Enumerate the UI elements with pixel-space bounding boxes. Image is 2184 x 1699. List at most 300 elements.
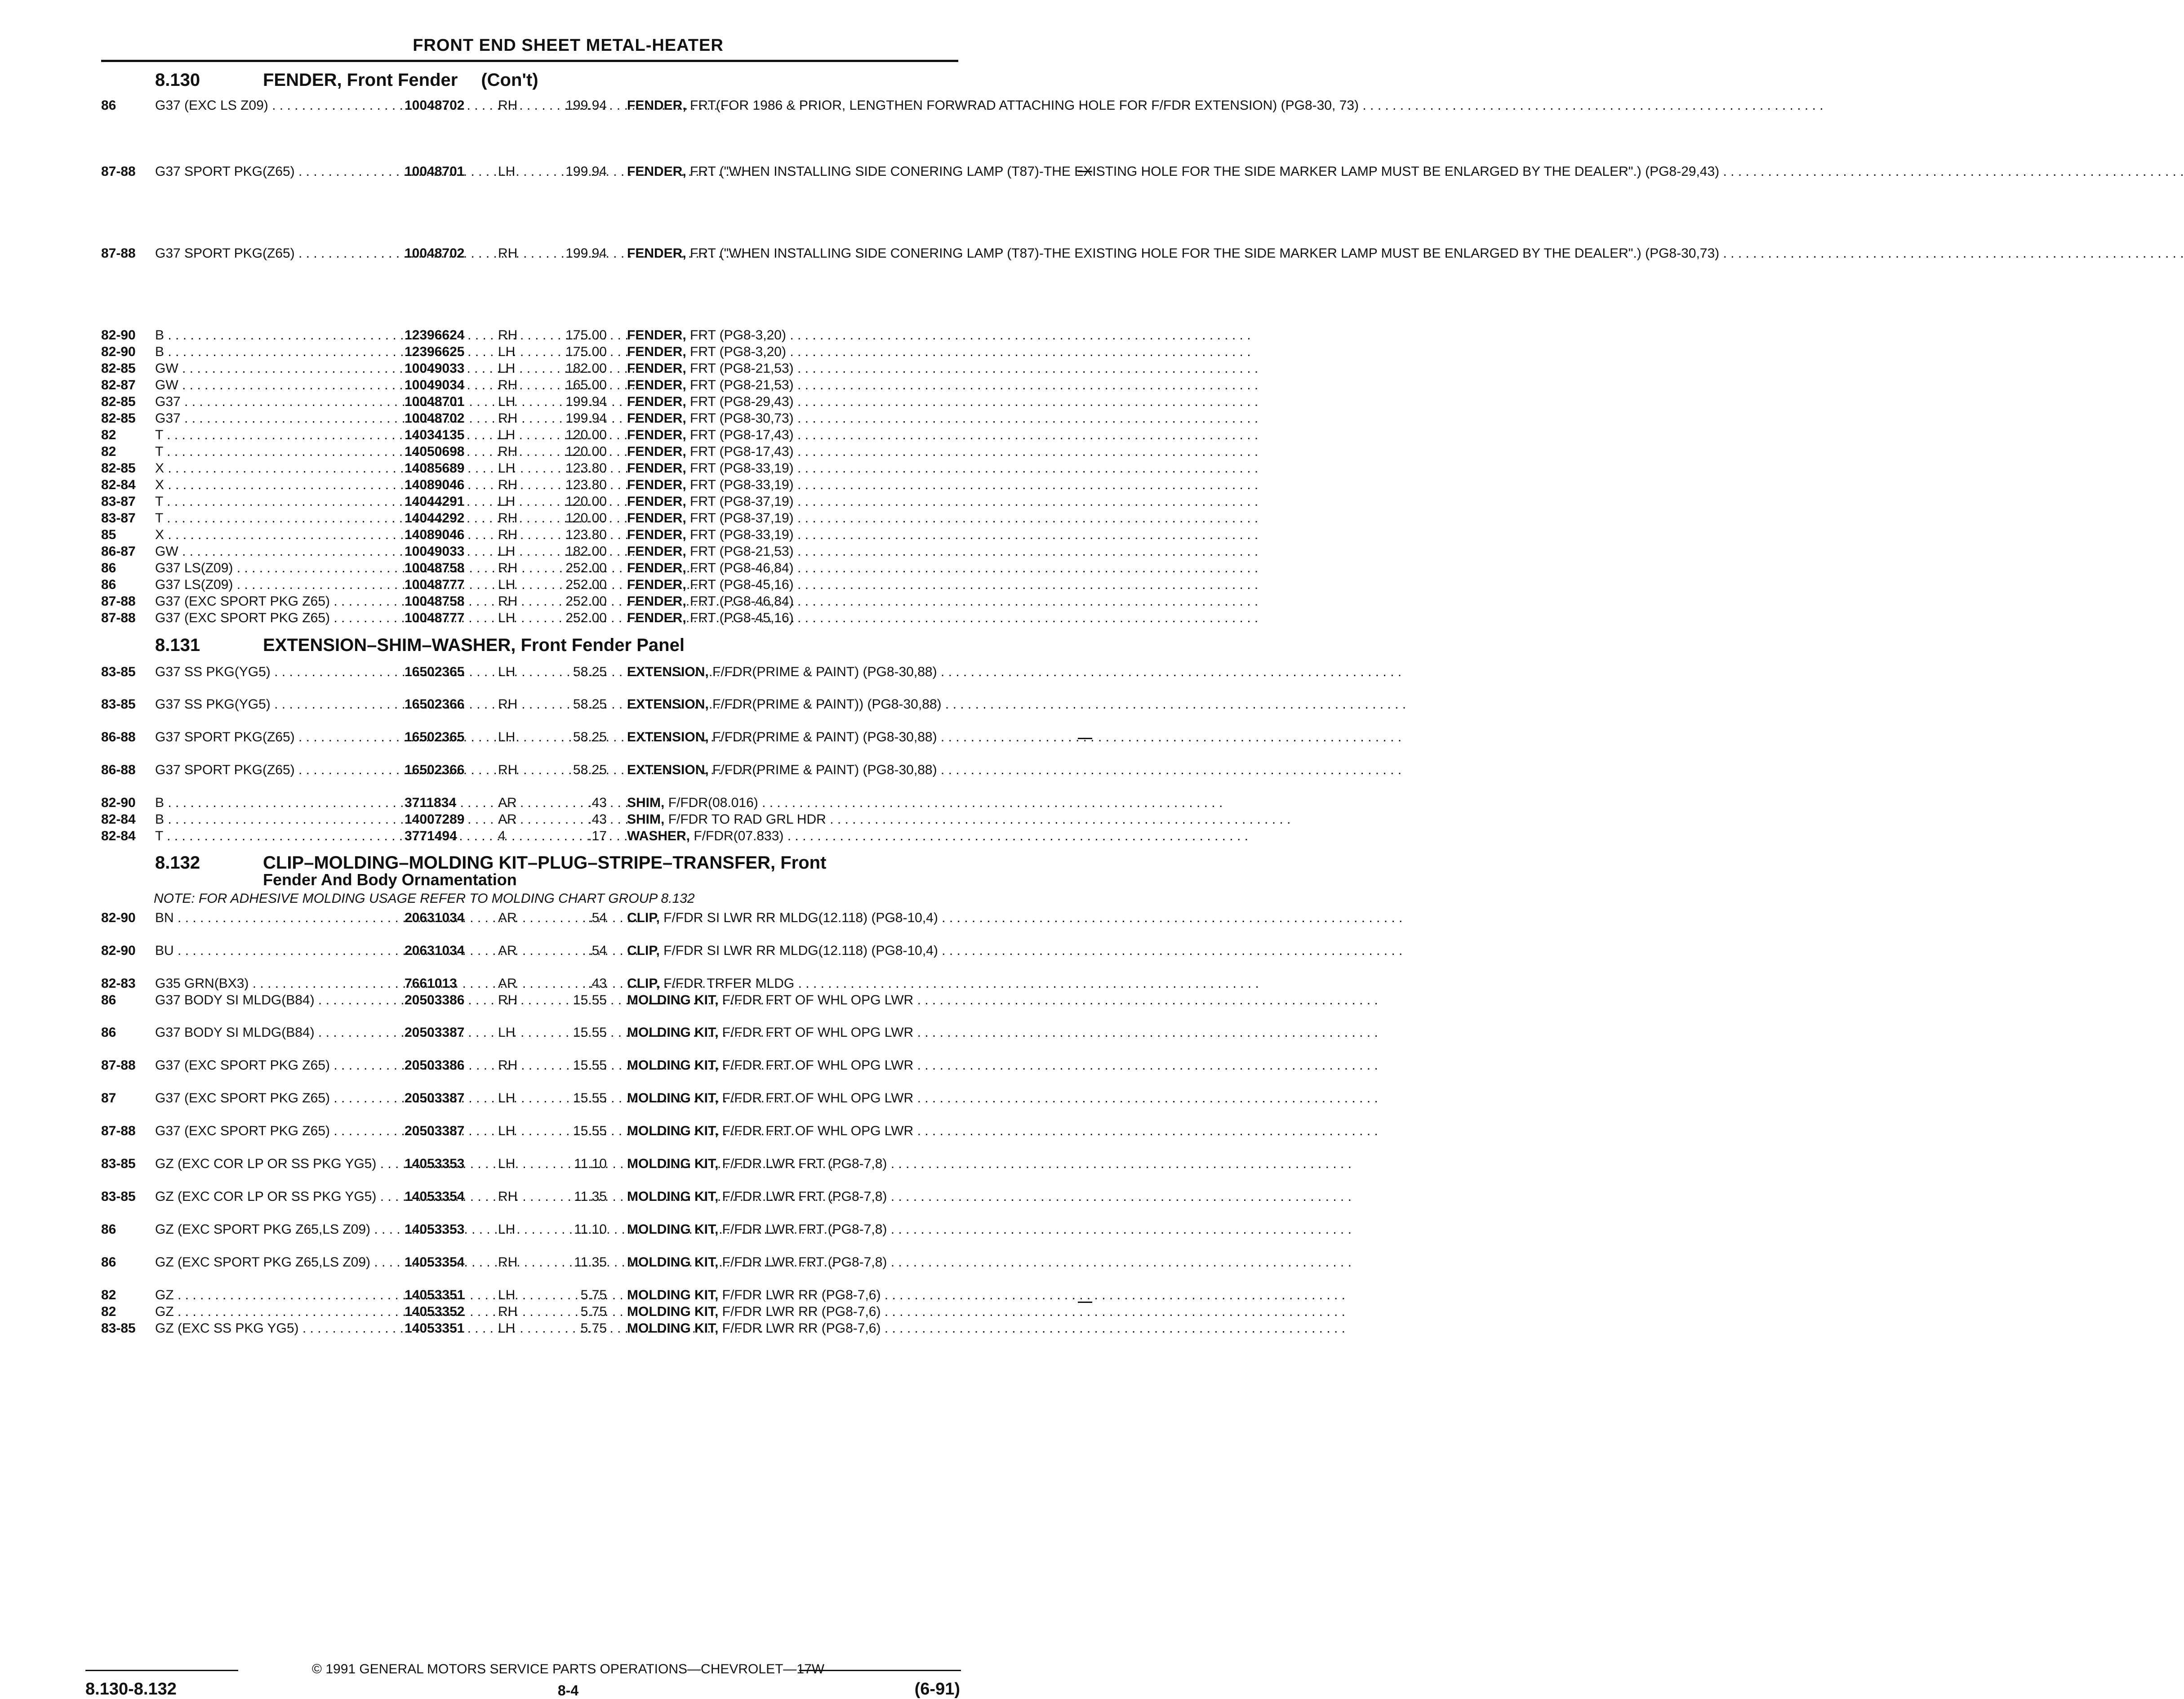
part-number-cell: 10049033 — [405, 544, 465, 559]
table-row — [0, 1155, 1136, 1172]
part-number-cell: 14007289 — [405, 812, 465, 827]
side-cell: AR — [498, 976, 517, 991]
price-cell: 58.25 — [573, 664, 607, 679]
description-text: F/FDR SI LWR RR MLDG(12.118) (PG8-10,4) — [663, 943, 938, 958]
model-cell: G37 SPORT PKG(Z65) . . . — [155, 762, 390, 778]
side-cell: LH — [498, 494, 516, 509]
model-cell: G37 SPORT PKG(Z65) . . . — [155, 163, 390, 180]
model-cell: G37 SS PKG(YG5) . . . — [155, 664, 390, 680]
model-cell: G35 GRN(BX3) . . . — [155, 975, 390, 992]
description-text: FRT (PG8-45,16) — [690, 611, 794, 625]
side-cell: RH — [498, 378, 518, 392]
price-cell: 182.00 — [565, 361, 607, 376]
price-cell: 120.00 — [565, 444, 607, 459]
description-keyword: FENDER, — [627, 594, 686, 609]
description-keyword: WASHER, — [627, 829, 690, 843]
section-heading-8131 — [155, 636, 685, 654]
price-cell: .43 — [588, 976, 607, 991]
description-text: F/FDR SI LWR RR MLDG(12.118) (PG8-10,4) — [663, 910, 938, 925]
description-keyword: FENDER, — [627, 344, 686, 359]
table-row — [0, 460, 1136, 477]
table-row — [0, 427, 1136, 443]
description-cell — [627, 696, 951, 713]
price-cell: 15.55 — [573, 1124, 607, 1138]
side-cell: LH — [498, 461, 516, 476]
year-cell: 82-87 — [101, 378, 136, 392]
year-cell: 83-85 — [101, 1189, 136, 1204]
part-number-cell: 10048701 — [405, 164, 465, 179]
description-cell — [627, 410, 951, 427]
description-cell — [627, 1057, 951, 1074]
description-text: F/FDR FRT OF WHL OPG LWR — [722, 1025, 914, 1040]
model-cell: B . . . — [155, 327, 390, 343]
price-cell: 5.75 — [580, 1288, 607, 1302]
table-row — [0, 610, 1136, 626]
part-number-cell: 16502366 — [405, 763, 465, 777]
table-row — [0, 1188, 1136, 1205]
description-keyword: FENDER, — [627, 544, 686, 559]
margin-mark — [1078, 1302, 1092, 1303]
price-cell: 5.75 — [580, 1321, 607, 1336]
section-number: 8.131 — [155, 635, 200, 655]
description-text: FRT (PG8-3,20) — [690, 344, 786, 359]
description-cell — [627, 1320, 951, 1337]
part-number-cell: 20503386 — [405, 993, 465, 1008]
price-cell: 11.35 — [574, 1189, 607, 1204]
side-cell: LH — [498, 1091, 516, 1106]
side-cell: LH — [498, 361, 516, 376]
part-number-cell: 20503386 — [405, 1058, 465, 1073]
description-keyword: FENDER, — [627, 561, 686, 575]
price-cell: 120.00 — [565, 494, 607, 509]
table-row — [0, 1320, 1136, 1337]
description-cell — [627, 1188, 951, 1205]
description-text: FRT (PG8-30,73) — [690, 411, 794, 426]
side-cell: LH — [498, 611, 516, 625]
model-cell: G37 SS PKG(YG5) . . . — [155, 696, 390, 713]
description-text: F/FDR FRT OF WHL OPG LWR — [722, 1091, 914, 1106]
side-cell: LH — [498, 664, 516, 679]
section-note: NOTE: FOR ADHESIVE MOLDING USAGE REFER TO MOLDING CHART GROUP 8.132 — [154, 891, 695, 906]
model-cell: G37 BODY SI MLDG(B84) . . . — [155, 1024, 390, 1041]
part-number-cell: 14053351 — [405, 1321, 465, 1336]
price-cell: 11.10 — [574, 1222, 607, 1237]
model-cell: GZ (EXC COR LP OR SS PKG YG5) . . . — [155, 1155, 390, 1172]
part-number-cell: 7661013 — [405, 976, 457, 991]
price-cell: 120.00 — [565, 428, 607, 442]
description-keyword: FENDER, — [627, 477, 686, 492]
price-cell: 175.00 — [565, 344, 607, 359]
price-cell: 199.94 — [565, 411, 607, 426]
table-row — [0, 1221, 1136, 1238]
description-text: FRT (PG8-33,19) — [690, 477, 794, 492]
year-cell: 86-87 — [101, 544, 136, 559]
model-cell: G37 SPORT PKG(Z65) . . . — [155, 729, 390, 745]
description-cell — [627, 664, 951, 680]
part-number-cell: 20503387 — [405, 1124, 465, 1138]
description-cell — [627, 393, 951, 410]
table-row — [0, 245, 1720, 262]
side-cell: RH — [498, 477, 518, 492]
description-cell — [627, 942, 951, 959]
description-cell — [627, 543, 951, 560]
description-cell — [627, 1090, 951, 1106]
year-cell: 87-88 — [101, 1058, 136, 1073]
side-cell: LH — [498, 1288, 516, 1302]
description-keyword: CLIP, — [627, 976, 660, 991]
description-keyword: FENDER, — [627, 98, 686, 113]
year-cell: 82-90 — [101, 344, 136, 359]
table-row — [0, 1254, 1136, 1271]
table-row — [0, 97, 1359, 114]
price-cell: 252.00 — [565, 611, 607, 625]
description-keyword: FENDER, — [627, 611, 686, 625]
part-number-cell: 14089046 — [405, 527, 465, 542]
section-suffix: (Con't) — [481, 70, 538, 90]
price-cell: 120.00 — [565, 511, 607, 526]
model-cell: GZ . . . — [155, 1303, 390, 1320]
description-keyword: FENDER, — [627, 394, 686, 409]
description-text: FRT (PG8-17,43) — [690, 428, 794, 442]
price-cell: 11.10 — [574, 1156, 607, 1171]
description-cell — [627, 762, 951, 778]
price-cell: 252.00 — [565, 561, 607, 575]
description-text: F/FDR(PRIME & PAINT)) (PG8-30,88) — [712, 697, 942, 712]
section-number: 8.132 — [155, 853, 200, 873]
year-cell: 82-84 — [101, 477, 136, 492]
price-cell: 199.94 — [565, 394, 607, 409]
year-cell: 85 — [101, 527, 116, 542]
section-heading-8130 — [155, 71, 538, 89]
side-cell: LH — [498, 1025, 516, 1040]
description-cell — [627, 460, 951, 477]
price-cell: 175.00 — [565, 328, 607, 343]
side-cell: RH — [498, 98, 518, 113]
year-cell: 86 — [101, 1255, 116, 1270]
side-cell: AR — [498, 910, 517, 925]
description-cell — [627, 343, 951, 360]
part-number-cell: 10048702 — [405, 246, 465, 261]
side-cell: RH — [498, 511, 518, 526]
year-cell: 82-90 — [101, 795, 136, 810]
part-number-cell: 16502365 — [405, 730, 465, 745]
part-number-cell: 14053354 — [405, 1189, 465, 1204]
description-text: FRT (PG8-37,19) — [690, 511, 794, 526]
part-number-cell: 10048777 — [405, 577, 465, 592]
description-keyword: FENDER, — [627, 361, 686, 376]
part-number-cell: 20631034 — [405, 943, 465, 958]
description-cell — [627, 443, 951, 460]
part-number-cell: 16502366 — [405, 697, 465, 712]
side-cell: LH — [498, 1321, 516, 1336]
description-cell — [627, 794, 951, 811]
part-number-cell: 14085689 — [405, 461, 465, 476]
year-cell: 87-88 — [101, 246, 136, 261]
margin-mark — [1078, 171, 1092, 172]
year-cell: 86 — [101, 1025, 116, 1040]
year-cell: 82-90 — [101, 328, 136, 343]
year-cell: 87-88 — [101, 1124, 136, 1138]
model-cell: B . . . — [155, 794, 390, 811]
table-row — [0, 377, 1136, 393]
description-text: F/FDR LWR RR (PG8-7,6) — [722, 1321, 881, 1336]
price-cell: .17 — [588, 829, 607, 843]
side-cell: RH — [498, 444, 518, 459]
description-keyword: MOLDING KIT, — [627, 1304, 719, 1319]
side-cell: RH — [498, 594, 518, 609]
description-text: FRT ("WHEN INSTALLING SIDE CONERING LAMP (T87)-THE EXISTING HOLE FOR THE SIDE MARKER LAMP MUST BE ENLARGED BY THE DEALER".) (PG8-29,43) — [690, 164, 1720, 179]
description-keyword: FENDER, — [627, 164, 686, 179]
part-number-cell: 20503387 — [405, 1091, 465, 1106]
description-keyword: FENDER, — [627, 378, 686, 392]
side-cell: LH — [498, 544, 516, 559]
description-text: F/FDR(08.016) — [668, 795, 758, 810]
description-text: F/FDR LWR RR (PG8-7,6) — [722, 1304, 881, 1319]
price-cell: 15.55 — [573, 993, 607, 1008]
description-cell — [627, 377, 951, 393]
part-number-cell: 12396625 — [405, 344, 465, 359]
part-number-cell: 10049033 — [405, 361, 465, 376]
price-cell: 199.94 — [565, 164, 607, 179]
year-cell: 82-83 — [101, 976, 136, 991]
section-title-line2: Fender And Body Ornamentation — [263, 870, 517, 889]
table-row — [0, 696, 1136, 713]
table-row — [0, 327, 1136, 343]
description-cell — [627, 1123, 951, 1139]
model-cell: GZ . . . — [155, 1287, 390, 1303]
part-number-cell: 16502365 — [405, 664, 465, 679]
description-keyword: MOLDING KIT, — [627, 1222, 719, 1237]
price-cell: 123.80 — [565, 527, 607, 542]
part-number-cell: 14050698 — [405, 444, 465, 459]
year-cell: 86 — [101, 993, 116, 1008]
description-keyword: FENDER, — [627, 246, 686, 261]
description-cell — [627, 576, 951, 593]
description-text: FRT ("WHEN INSTALLING SIDE CONERING LAMP (T87)-THE EXISTING HOLE FOR THE SIDE MARKER LAMP MUST BE ENLARGED BY THE DEALER".) (PG8-30,73) — [690, 246, 1720, 261]
table-row — [0, 393, 1136, 410]
part-number-cell: 10048758 — [405, 561, 465, 575]
side-cell: RH — [498, 993, 518, 1008]
model-cell: G37 (EXC SPORT PKG Z65) . . . — [155, 1123, 390, 1139]
description-text: FRT(FOR 1986 & PRIOR, LENGTHEN FORWRAD ATTACHING HOLE FOR F/FDR EXTENSION) (PG8-30, 73) — [690, 98, 1359, 113]
price-cell: 123.80 — [565, 477, 607, 492]
table-row — [0, 910, 1136, 926]
description-keyword: MOLDING KIT, — [627, 1058, 719, 1073]
description-text: F/FDR TO RAD GRL HDR — [668, 812, 826, 827]
side-cell: RH — [498, 328, 518, 343]
description-text: F/FDR(PRIME & PAINT) (PG8-30,88) — [712, 664, 937, 679]
description-text: F/FDR LWR FRT (PG8-7,8) — [722, 1156, 887, 1171]
table-row — [0, 762, 1136, 778]
side-cell: RH — [498, 1058, 518, 1073]
side-cell: RH — [498, 1304, 518, 1319]
year-cell: 86 — [101, 98, 116, 113]
section-title: FENDER, Front Fender — [263, 70, 458, 90]
description-keyword: EXTENSION, — [627, 697, 709, 712]
part-number-cell: 14053352 — [405, 1304, 465, 1319]
side-cell: RH — [498, 246, 518, 261]
description-text: F/FDR LWR FRT (PG8-7,8) — [722, 1189, 887, 1204]
description-text: FRT (PG8-33,19) — [690, 461, 794, 476]
year-cell: 87-88 — [101, 164, 136, 179]
description-text: F/FDR(07.833) — [694, 829, 784, 843]
model-cell: X . . . — [155, 526, 390, 543]
description-cell — [627, 1024, 951, 1041]
description-cell — [627, 560, 951, 576]
table-row — [0, 443, 1136, 460]
footer-section-range: 8.130-8.132 — [85, 1680, 177, 1699]
price-cell: 165.00 — [565, 378, 607, 392]
model-cell: T . . . — [155, 493, 390, 510]
part-number-cell: 20631034 — [405, 910, 465, 925]
price-cell: 15.55 — [573, 1091, 607, 1106]
side-cell: AR — [498, 795, 517, 810]
side-cell: 4 — [498, 829, 506, 843]
description-keyword: MOLDING KIT, — [627, 1156, 719, 1171]
price-cell: 11.35 — [574, 1255, 607, 1270]
side-cell: RH — [498, 697, 518, 712]
model-cell: T . . . — [155, 443, 390, 460]
model-cell: GW . . . — [155, 360, 390, 377]
section-heading-8132 — [155, 854, 826, 872]
table-row — [0, 1090, 1136, 1106]
part-number-cell: 20503387 — [405, 1025, 465, 1040]
year-cell: 87 — [101, 1091, 116, 1106]
description-keyword: EXTENSION, — [627, 664, 709, 679]
description-text: FRT (PG8-3,20) — [690, 328, 786, 343]
part-number-cell: 3711834 — [405, 795, 457, 810]
table-row — [0, 1024, 1136, 1041]
price-cell: 15.55 — [573, 1058, 607, 1073]
description-keyword: FENDER, — [627, 511, 686, 526]
table-row — [0, 410, 1136, 427]
price-cell: 123.80 — [565, 461, 607, 476]
year-cell: 82 — [101, 444, 116, 459]
side-cell: AR — [498, 943, 517, 958]
side-cell: LH — [498, 394, 516, 409]
model-cell: B . . . — [155, 343, 390, 360]
description-keyword: CLIP, — [627, 910, 660, 925]
year-cell: 82-90 — [101, 943, 136, 958]
description-text: F/FDR LWR FRT (PG8-7,8) — [722, 1222, 887, 1237]
table-row — [0, 576, 1136, 593]
side-cell: LH — [498, 164, 516, 179]
description-cell — [627, 1155, 951, 1172]
table-row — [0, 1057, 1136, 1074]
description-text: FRT (PG8-37,19) — [690, 494, 794, 509]
table-row — [0, 1287, 1136, 1303]
price-cell: 199.94 — [565, 246, 607, 261]
side-cell: RH — [498, 527, 518, 542]
table-row — [0, 811, 1136, 828]
year-cell: 87-88 — [101, 611, 136, 625]
description-text: F/FDR(PRIME & PAINT) (PG8-30,88) — [712, 763, 937, 777]
description-cell — [627, 526, 951, 543]
section-title: EXTENSION–SHIM–WASHER, Front Fender Panel — [263, 635, 685, 655]
table-row — [0, 360, 1136, 377]
model-cell: GZ (EXC SPORT PKG Z65,LS Z09) . . . — [155, 1254, 390, 1271]
model-cell: GW . . . — [155, 377, 390, 393]
side-cell: AR — [498, 812, 517, 827]
description-keyword: MOLDING KIT, — [627, 1321, 719, 1336]
model-cell: G37 (EXC LS Z09) . . . — [155, 97, 390, 114]
description-text: FRT (PG8-17,43) — [690, 444, 794, 459]
table-row — [0, 343, 1136, 360]
model-cell: X . . . — [155, 477, 390, 493]
section-number: 8.130 — [155, 70, 200, 90]
year-cell: 82 — [101, 1304, 116, 1319]
side-cell: LH — [498, 577, 516, 592]
side-cell: RH — [498, 1255, 518, 1270]
table-row — [0, 526, 1136, 543]
model-cell: GW . . . — [155, 543, 390, 560]
price-cell: 199.94 — [565, 98, 607, 113]
description-keyword: MOLDING KIT, — [627, 1025, 719, 1040]
model-cell: T . . . — [155, 828, 390, 844]
side-cell: RH — [498, 763, 518, 777]
description-text: FRT (PG8-21,53) — [690, 544, 794, 559]
description-text: FRT (PG8-45,16) — [690, 577, 794, 592]
model-cell: GZ (EXC COR LP OR SS PKG YG5) . . . — [155, 1188, 390, 1205]
description-keyword: FENDER, — [627, 461, 686, 476]
side-cell: LH — [498, 1124, 516, 1138]
description-cell — [627, 910, 951, 926]
price-cell: 58.25 — [573, 697, 607, 712]
table-row — [0, 560, 1136, 576]
description-cell — [627, 327, 951, 343]
side-cell: RH — [498, 561, 518, 575]
model-cell: T . . . — [155, 510, 390, 526]
price-cell: 252.00 — [565, 577, 607, 592]
model-cell: BN . . . — [155, 910, 390, 926]
price-cell: 58.25 — [573, 763, 607, 777]
description-cell — [627, 992, 951, 1008]
table-row — [0, 593, 1136, 610]
description-cell — [627, 477, 951, 493]
part-number-cell: 10048777 — [405, 611, 465, 625]
description-cell — [627, 427, 951, 443]
description-cell — [627, 1287, 951, 1303]
model-cell: G37 (EXC SPORT PKG Z65) . . . — [155, 593, 390, 610]
table-row — [0, 975, 1136, 992]
description-keyword: MOLDING KIT, — [627, 1288, 719, 1302]
model-cell: BU . . . — [155, 942, 390, 959]
description-text: F/FDR FRT OF WHL OPG LWR — [722, 993, 914, 1008]
header-rule — [101, 60, 958, 62]
description-keyword: FENDER, — [627, 527, 686, 542]
description-cell — [627, 828, 951, 844]
part-number-cell: 10049034 — [405, 378, 465, 392]
side-cell: RH — [498, 411, 518, 426]
part-number-cell: 3771494 — [405, 829, 457, 843]
footer-page-number: 8-4 — [557, 1682, 579, 1699]
description-keyword: MOLDING KIT, — [627, 1189, 719, 1204]
part-number-cell: 12396624 — [405, 328, 465, 343]
description-keyword: MOLDING KIT, — [627, 1124, 719, 1138]
model-cell: G37 (EXC SPORT PKG Z65) . . . — [155, 610, 390, 626]
year-cell: 82-84 — [101, 812, 136, 827]
part-number-cell: 10048701 — [405, 394, 465, 409]
model-cell: GZ (EXC SS PKG YG5) . . . — [155, 1320, 390, 1337]
year-cell: 83-87 — [101, 494, 136, 509]
margin-mark — [1078, 738, 1092, 739]
description-text: F/FDR(PRIME & PAINT) (PG8-30,88) — [712, 730, 937, 745]
part-number-cell: 14053354 — [405, 1255, 465, 1270]
description-text: F/FDR TRFER MLDG — [663, 976, 795, 991]
table-row — [0, 794, 1136, 811]
description-cell — [627, 493, 951, 510]
year-cell: 86 — [101, 1222, 116, 1237]
